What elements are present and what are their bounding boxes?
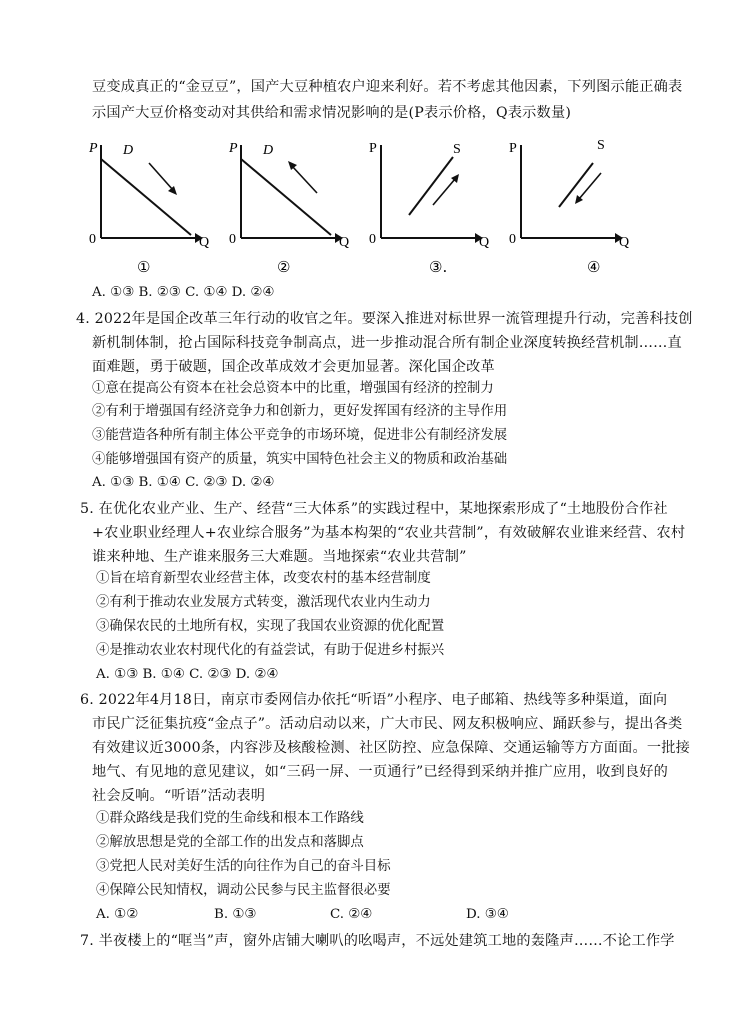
graph-4-origin: 0 <box>509 232 516 247</box>
q6-option-a: A. ①② <box>96 907 139 922</box>
q6-option-b: B. ①③ <box>214 907 257 922</box>
graph-2-number: ② <box>277 258 291 276</box>
graph-1-p-label: P <box>89 141 98 156</box>
q4-options: A. ①③ B. ①④ C. ②③ D. ②④ <box>92 475 275 490</box>
q6-line-1: 6. 2022年4月18日，南京市委网信办依托“听语”小程序、电子邮箱、热线等多种渠道，面向 <box>80 692 668 708</box>
q5-item-2: ②有利于推动农业发展方式转变，激活现代农业内生动力 <box>96 595 431 610</box>
q5-item-4: ④是推动农业农村现代化的有益尝试，有助于促进乡村振兴 <box>96 643 445 658</box>
q7-line-1: 7. 半夜楼上的“哐当”声，窗外店铺大喇叭的吆喝声，不远处建筑工地的轰隆声……不论工作学 <box>80 933 675 949</box>
graph-1-q-label: Q <box>199 235 210 250</box>
q4-item-2: ②有利于增强国有经济竞争力和创新力，更好发挥国有经济的主导作用 <box>92 404 508 419</box>
q5-item-3: ③确保农民的土地所有权，实现了我国农业资源的优化配置 <box>96 619 445 634</box>
graph-2-p-label: P <box>229 141 238 156</box>
q5-options: A. ①③ B. ①④ C. ②③ D. ②④ <box>96 667 279 682</box>
q4-line-2: 新机制体制，抢占国际科技竞争制高点，进一步推动混合所有制企业深度转换经营机制……直 <box>92 335 682 351</box>
graph-1-origin: 0 <box>89 232 96 247</box>
q3-line-1: 豆变成真正的“金豆豆”，国产大豆种植农户迎来利好。若不考虑其他因素，下列图示能正确表 <box>92 79 683 95</box>
q6-line-3: 有效建议近3000条，内容涉及核酸检测、社区防控、应急保障、交通运输等方方面面。一批接 <box>92 740 691 756</box>
graph-3-q-label: Q <box>479 235 490 250</box>
q3-line-2: 示国产大豆价格变动对其供给和需求情况影响的是(P表示价格，Q表示数量) <box>92 105 572 121</box>
graph-1-number: ① <box>137 258 151 276</box>
q4-item-4: ④能够增强国有资产的质量，筑实中国特色社会主义的物质和政治基础 <box>92 452 508 467</box>
graph-2-curve-label: D <box>263 143 274 158</box>
q6-item-1: ①群众路线是我们党的生命线和根本工作路线 <box>96 811 364 826</box>
graph-4-q-label: Q <box>619 235 630 250</box>
graph-4-number: ④ <box>587 258 601 276</box>
q3-options: A. ①③ B. ②③ C. ①④ D. ②④ <box>92 285 275 300</box>
q6-item-4: ④保障公民知情权，调动公民参与民主监督很必要 <box>96 883 391 898</box>
graph-2-q-label: Q <box>339 235 350 250</box>
q5-line-1: 5. 在优化农业产业、生产、经营“三大体系”的实践过程中，某地探索形成了“土地股份合作社 <box>80 501 668 517</box>
graph-3-p-label: P <box>369 141 377 156</box>
graph-3-origin: 0 <box>369 232 376 247</box>
q6-line-5: 社会反响。“听语”活动表明 <box>92 788 266 804</box>
q5-item-1: ①旨在培育新型农业经营主体，改变农村的基本经营制度 <box>96 571 431 586</box>
q5-line-3: 谁来种地、生产谁来服务三大难题。当地探索“农业共营制” <box>92 549 467 565</box>
q6-item-2: ②解放思想是党的全部工作的出发点和落脚点 <box>96 835 364 850</box>
q4-item-3: ③能营造各种所有制主体公平竞争的市场环境，促进非公有制经济发展 <box>92 428 508 443</box>
graph-3-curve-label: S <box>453 142 461 157</box>
q6-option-c: C. ②④ <box>330 907 373 922</box>
graph-2 <box>225 135 350 280</box>
q4-line-3: 面难题，勇于破题，国企改革成效才会更加显著。深化国企改革 <box>92 359 495 375</box>
q6-option-d: D. ③④ <box>466 907 509 922</box>
graph-3 <box>365 135 490 280</box>
q5-line-2: +农业职业经理人+农业综合服务”为基本构架的“农业共营制”，有效破解农业谁来经营、农村 <box>92 525 686 541</box>
q6-item-3: ③党把人民对美好生活的向往作为自己的奋斗目标 <box>96 859 391 874</box>
graph-3-number: ③. <box>429 258 448 276</box>
graph-4 <box>505 135 630 280</box>
graph-1 <box>85 135 210 280</box>
q4-item-1: ①意在提高公有资本在社会总资本中的比重，增强国有经济的控制力 <box>92 381 494 396</box>
graph-2-origin: 0 <box>229 232 236 247</box>
graph-4-p-label: P <box>509 141 517 156</box>
graph-4-curve-label: S <box>597 138 605 153</box>
q6-line-2: 市民广泛征集抗疫“金点子”。活动启动以来，广大市民、网友积极响应、踊跃参与，提出各类 <box>92 716 683 732</box>
q6-line-4: 地气、有见地的意见建议，如“三码一屏、一页通行”已经得到采纳并推广应用，收到良好的 <box>92 764 669 780</box>
q4-line-1: 4. 2022年是国企改革三年行动的收官之年。要深入推进对标世界一流管理提升行动，完善科技创 <box>76 311 693 327</box>
graph-1-curve-label: D <box>123 143 134 158</box>
